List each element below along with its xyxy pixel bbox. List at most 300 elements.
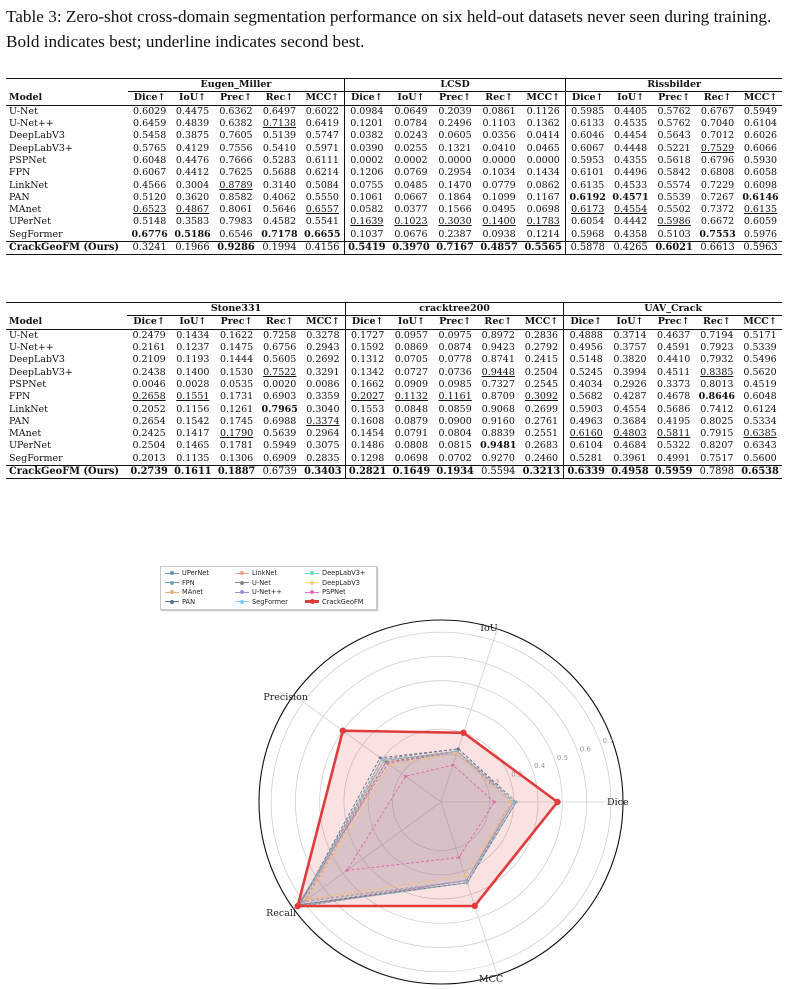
metric-value: 0.5605 <box>263 354 297 366</box>
metric-value: 0.0900 <box>438 415 472 427</box>
metric-value: 0.6111 <box>305 154 339 166</box>
legend-item <box>305 598 363 607</box>
dataset-header-row <box>6 303 782 316</box>
metric-value: 0.1161 <box>438 391 472 403</box>
metric-value: 0.1037 <box>344 229 389 242</box>
metric-value: 0.1444 <box>219 354 254 366</box>
legend-label: DeepLabV3 <box>322 578 360 587</box>
metric-value: 0.5953 <box>566 155 609 167</box>
metric-value: 0.7412 <box>700 403 734 415</box>
model-name: DeepLabV3+ <box>9 366 73 378</box>
metric-value: 0.7932 <box>700 354 734 366</box>
metric-value: 0.8061 <box>219 204 253 216</box>
metric-value: 0.0861 <box>482 105 516 117</box>
legend-label: FPN <box>182 578 195 587</box>
metric-header: Prec↑ <box>652 92 696 105</box>
ours-row <box>6 465 782 478</box>
metric-value: 0.4410 <box>657 354 691 366</box>
metric-value: 0.4034 <box>564 379 608 391</box>
metric-value: 0.2013 <box>132 452 166 464</box>
metric-value: 0.7923 <box>700 342 734 354</box>
axis-label: Dice <box>607 797 629 808</box>
metric-value: 0.1783 <box>526 216 560 228</box>
metric-value: 0.5618 <box>657 154 691 166</box>
metric-value: 0.2658 <box>132 391 166 403</box>
metric-value: 0.2761 <box>524 415 559 427</box>
metric-value: 0.0535 <box>219 378 254 390</box>
metric-value: 0.2739 <box>127 465 171 478</box>
table-row <box>6 440 782 452</box>
chart-legend <box>160 566 377 610</box>
table-row <box>6 204 782 216</box>
metric-value: 0.6135 <box>566 179 609 191</box>
metric-value: 0.6459 <box>133 118 167 130</box>
model-name: MAnet <box>9 204 42 216</box>
metric-value: 0.5594 <box>477 465 520 478</box>
metric-header: Rec↑ <box>258 92 301 105</box>
model-name: UPerNet <box>9 440 51 452</box>
metric-value: 0.3278 <box>306 329 340 341</box>
metric-value: 0.1608 <box>345 416 389 428</box>
metric-value: 0.0984 <box>344 105 389 118</box>
metric-value: 0.5949 <box>263 440 297 452</box>
metric-value: 0.1622 <box>219 329 254 341</box>
metric-value: 0.3140 <box>262 179 297 191</box>
metric-value: 0.2943 <box>306 342 340 354</box>
metric-value: 0.6538 <box>738 465 782 478</box>
metric-value: 0.6343 <box>743 440 777 452</box>
metric-value: 0.5574 <box>657 179 691 191</box>
metric-value: 0.1261 <box>219 403 254 415</box>
metric-value: 0.1454 <box>345 428 389 440</box>
metric-value: 0.3583 <box>175 216 210 228</box>
model-name: U-Net <box>9 329 38 341</box>
metric-value: 0.0410 <box>482 142 516 154</box>
metric-value: 0.0859 <box>438 403 472 415</box>
metric-value: 0.0975 <box>438 329 472 341</box>
metric-value: 0.1553 <box>345 403 389 415</box>
metric-value: 0.2460 <box>524 452 559 464</box>
metric-value: 0.5148 <box>133 216 167 228</box>
table-row <box>6 155 782 167</box>
metric-value: 0.0938 <box>482 228 516 240</box>
metric-value: 0.5550 <box>305 191 339 203</box>
metric-value: 0.1099 <box>482 191 516 203</box>
metric-header-row <box>6 316 782 329</box>
metric-value: 0.7012 <box>700 130 735 142</box>
table-row <box>6 391 782 403</box>
axis-label: MCC <box>478 974 504 985</box>
metric-value: 0.6146 <box>742 191 779 203</box>
metric-value: 0.6903 <box>263 391 297 403</box>
metric-value: 0.1542 <box>176 415 210 427</box>
metric-value: 0.0465 <box>526 142 560 154</box>
metric-value: 0.7965 <box>261 403 298 415</box>
metric-value: 0.0985 <box>438 378 472 390</box>
metric-value: 0.6546 <box>219 228 253 240</box>
metric-value: 0.6104 <box>564 440 608 452</box>
table-row <box>6 118 782 130</box>
table-row <box>6 428 782 440</box>
metric-value: 0.4857 <box>477 241 521 254</box>
metric-value: 0.3241 <box>128 241 171 254</box>
metric-value: 0.1237 <box>176 342 210 354</box>
series-line <box>298 731 558 906</box>
metric-value: 0.0390 <box>344 142 389 154</box>
metric-value: 0.0769 <box>394 167 428 179</box>
metric-value: 0.1994 <box>258 241 301 254</box>
metric-value: 0.1023 <box>394 216 428 228</box>
data-point <box>554 799 560 805</box>
metric-value: 0.4839 <box>175 118 210 130</box>
metric-value: 0.5968 <box>566 229 609 242</box>
metric-value: 0.1781 <box>219 440 254 452</box>
table-row <box>6 179 782 191</box>
legend-label: CrackGeoFM <box>322 597 364 606</box>
metric-value: 0.5171 <box>743 329 777 341</box>
metric-value: 0.2835 <box>306 452 340 464</box>
legend-label: MAnet <box>182 588 204 596</box>
metric-header: Dice↑ <box>127 316 171 329</box>
metric-value: 0.8025 <box>700 415 734 427</box>
metric-header: MCC↑ <box>739 92 782 105</box>
metric-value: 0.5765 <box>133 142 167 154</box>
metric-value: 0.5221 <box>657 142 691 154</box>
model-name: DeepLabV3+ <box>9 142 73 154</box>
metric-value: 0.6192 <box>566 192 609 204</box>
metric-value: 0.6988 <box>263 415 297 427</box>
metric-value: 0.8741 <box>481 354 515 366</box>
metric-value: 0.7517 <box>700 452 734 464</box>
metric-value: 0.8646 <box>698 391 735 403</box>
metric-value: 0.0848 <box>394 403 429 415</box>
metric-value: 0.7167 <box>433 241 477 254</box>
legend-label: UPerNet <box>182 569 209 577</box>
metric-value: 0.1864 <box>438 191 472 203</box>
metric-value: 0.6098 <box>743 179 778 191</box>
metric-header-row <box>6 92 782 105</box>
metric-value: 0.7605 <box>219 130 253 142</box>
metric-value: 0.0356 <box>482 130 516 142</box>
legend-item <box>165 588 203 597</box>
metric-value: 0.4533 <box>613 179 648 191</box>
dataset-name: Stone331 <box>127 303 345 316</box>
metric-value: 0.4442 <box>613 216 648 228</box>
metric-value: 0.0804 <box>438 428 472 440</box>
metric-value: 0.4454 <box>613 130 648 142</box>
metric-value: 0.0879 <box>394 415 429 427</box>
legend-swatch <box>305 582 319 583</box>
metric-value: 0.1193 <box>176 354 210 366</box>
metric-value: 0.6026 <box>743 130 778 142</box>
metric-value: 0.4554 <box>613 403 647 415</box>
metric-value: 0.3040 <box>306 403 340 415</box>
metric-value: 0.2161 <box>132 342 166 354</box>
table-row <box>6 229 782 242</box>
legend-label: SegFormer <box>252 597 288 606</box>
metric-value: 0.8972 <box>481 329 515 341</box>
metric-value: 0.6523 <box>133 204 167 216</box>
metric-value: 0.0784 <box>394 118 428 130</box>
metric-value: 0.2683 <box>524 440 559 452</box>
metric-value: 0.7372 <box>700 204 735 216</box>
metric-value: 0.5646 <box>262 204 297 216</box>
axis-label: Recall <box>266 908 296 919</box>
metric-value: 0.0698 <box>526 204 560 216</box>
metric-value: 0.6362 <box>219 105 253 117</box>
metric-value: 0.6385 <box>743 428 777 440</box>
blank-cell <box>6 79 128 92</box>
data-point <box>460 730 466 736</box>
metric-value: 0.2109 <box>132 354 166 366</box>
model-name: UPerNet <box>9 216 51 228</box>
metric-value: 0.6557 <box>305 204 339 216</box>
metric-value: 0.4554 <box>613 204 648 216</box>
results-table-2 <box>6 302 782 479</box>
metric-value: 0.8789 <box>219 179 253 191</box>
metric-value: 0.6135 <box>743 204 778 216</box>
metric-value: 0.2964 <box>306 428 340 440</box>
metric-value: 0.4265 <box>609 241 652 254</box>
model-name: CrackGeoFM (Ours) <box>6 465 127 478</box>
metric-value: 0.4156 <box>301 241 344 254</box>
metric-value: 0.0649 <box>394 105 428 117</box>
model-name: LinkNet <box>9 179 48 191</box>
legend-swatch <box>235 592 249 593</box>
metric-header: Rec↑ <box>258 316 301 329</box>
metric-value: 0.5103 <box>657 228 691 240</box>
metric-value: 0.9068 <box>481 403 515 415</box>
metric-header: Dice↑ <box>564 316 608 329</box>
metric-value: 0.5245 <box>564 366 608 378</box>
metric-header: Rec↑ <box>696 316 739 329</box>
metric-value: 0.0667 <box>394 191 428 203</box>
metric-value: 0.1126 <box>526 105 560 117</box>
table-row <box>6 167 782 179</box>
model-header: Model <box>6 92 128 105</box>
metric-value: 0.1306 <box>219 452 254 464</box>
legend-item <box>305 588 346 597</box>
metric-value: 0.6497 <box>262 105 297 117</box>
metric-value: 0.5334 <box>743 415 777 427</box>
metric-value: 0.5985 <box>566 105 609 118</box>
model-name: FPN <box>9 167 31 179</box>
metric-value: 0.2654 <box>132 415 166 427</box>
model-name: DeepLabV3 <box>9 354 65 366</box>
metric-value: 0.3994 <box>613 366 647 378</box>
metric-value: 0.3820 <box>613 354 647 366</box>
metric-value: 0.5148 <box>564 354 608 366</box>
metric-value: 0.6104 <box>743 118 778 130</box>
metric-value: 0.1321 <box>438 142 472 154</box>
metric-value: 0.2954 <box>438 167 472 179</box>
metric-value: 0.1167 <box>526 191 560 203</box>
model-name: PSPNet <box>9 378 47 390</box>
metric-value: 0.7178 <box>261 228 298 240</box>
metric-value: 0.2504 <box>524 366 559 378</box>
metric-value: 0.4888 <box>564 329 608 342</box>
metric-value: 0.5903 <box>564 403 608 415</box>
table-row <box>6 453 782 466</box>
metric-value: 0.1639 <box>344 216 389 228</box>
results-table-1 <box>6 78 782 255</box>
legend-swatch <box>235 582 249 583</box>
table-row <box>6 142 782 154</box>
metric-value: 0.4496 <box>613 167 648 179</box>
metric-value: 0.0000 <box>526 154 560 166</box>
metric-header: IoU↑ <box>390 316 434 329</box>
metric-value: 0.7898 <box>696 465 739 478</box>
metric-value: 0.2039 <box>438 105 472 117</box>
metric-value: 0.2027 <box>345 391 389 403</box>
metric-value: 0.4412 <box>175 167 210 179</box>
metric-value: 0.2792 <box>524 342 559 354</box>
metric-value: 0.6021 <box>652 241 696 254</box>
legend-item <box>235 569 277 578</box>
metric-header: Prec↑ <box>215 316 259 329</box>
metric-value: 0.1966 <box>171 241 214 254</box>
metric-value: 0.0605 <box>438 130 472 142</box>
metric-header: IoU↑ <box>609 92 652 105</box>
metric-value: 0.0582 <box>344 204 389 216</box>
metric-value: 0.5120 <box>133 191 167 203</box>
metric-value: 0.7040 <box>700 118 735 130</box>
table-row <box>6 342 782 354</box>
metric-value: 0.6756 <box>263 342 297 354</box>
metric-value: 0.5643 <box>657 130 691 142</box>
metric-value: 0.5419 <box>344 241 389 254</box>
metric-value: 0.4956 <box>564 342 608 354</box>
metric-value: 0.9286 <box>214 241 258 254</box>
metric-value: 0.0778 <box>438 354 472 366</box>
metric-value: 0.7553 <box>699 228 736 240</box>
metric-value: 0.0028 <box>176 378 210 390</box>
metric-value: 0.7267 <box>700 191 735 203</box>
metric-value: 0.6776 <box>131 228 168 240</box>
metric-value: 0.3291 <box>306 366 340 378</box>
metric-value: 0.0698 <box>394 452 429 464</box>
metric-value: 0.7258 <box>263 329 297 341</box>
metric-value: 0.3875 <box>175 130 210 142</box>
ours-row <box>6 241 782 254</box>
metric-value: 0.8385 <box>700 366 734 378</box>
legend-label: U-Net <box>252 578 271 587</box>
metric-value: 0.3961 <box>613 452 647 464</box>
metric-value: 0.1486 <box>345 440 389 452</box>
metric-value: 0.4195 <box>657 415 691 427</box>
metric-value: 0.6133 <box>566 118 609 130</box>
metric-header: Rec↑ <box>696 92 739 105</box>
data-point <box>340 727 346 733</box>
metric-value: 0.0727 <box>394 366 429 378</box>
metric-header: MCC↑ <box>521 92 566 105</box>
metric-header: Dice↑ <box>344 92 389 105</box>
metric-value: 0.5600 <box>743 452 777 464</box>
metric-value: 0.7666 <box>219 154 253 166</box>
legend-swatch <box>305 573 319 574</box>
legend-item <box>165 569 209 578</box>
metric-value: 0.1434 <box>176 329 210 341</box>
table-row <box>6 105 782 118</box>
metric-value: 0.2699 <box>524 403 559 415</box>
legend-swatch <box>235 601 249 602</box>
metric-value: 0.4355 <box>613 154 648 166</box>
metric-value: 0.6382 <box>219 118 253 130</box>
metric-value: 0.5986 <box>657 216 691 228</box>
metric-value: 0.1649 <box>390 465 434 478</box>
metric-value: 0.1312 <box>345 354 389 366</box>
metric-value: 0.1727 <box>345 329 389 342</box>
metric-value: 0.7625 <box>219 167 253 179</box>
metric-value: 0.1156 <box>176 403 210 415</box>
metric-value: 0.5811 <box>657 428 691 440</box>
metric-value: 0.0020 <box>263 378 297 390</box>
metric-value: 0.0705 <box>394 354 429 366</box>
metric-value: 0.1611 <box>171 465 215 478</box>
metric-value: 0.6909 <box>263 452 297 464</box>
metric-value: 0.7983 <box>219 216 253 228</box>
axis-label: Precision <box>263 692 308 703</box>
metric-header: IoU↑ <box>171 92 214 105</box>
metric-header: IoU↑ <box>608 316 652 329</box>
metric-value: 0.1135 <box>176 452 210 464</box>
dataset-name: UAV_Crack <box>564 303 782 316</box>
metric-value: 0.7138 <box>262 118 297 130</box>
metric-value: 0.4287 <box>613 391 647 403</box>
metric-value: 0.4448 <box>613 142 648 154</box>
radial-tick-label: 0.6 <box>579 745 591 754</box>
metric-value: 0.5878 <box>566 241 609 254</box>
metric-value: 0.1400 <box>482 216 516 228</box>
metric-value: 0.3374 <box>306 415 340 427</box>
metric-value: 0.5539 <box>657 191 691 203</box>
metric-value: 0.1887 <box>215 465 259 478</box>
metric-value: 0.5084 <box>305 179 339 191</box>
legend-label: PAN <box>182 597 195 606</box>
metric-value: 0.2821 <box>345 465 389 478</box>
metric-value: 0.6058 <box>743 167 778 179</box>
metric-value: 0.3030 <box>438 216 472 228</box>
metric-value: 0.6066 <box>743 142 778 154</box>
metric-value: 0.8839 <box>481 428 515 440</box>
legend-swatch <box>165 601 179 602</box>
model-name: PSPNet <box>9 154 47 166</box>
metric-value: 0.6160 <box>564 428 608 440</box>
metric-value: 0.0736 <box>438 366 472 378</box>
metric-value: 0.4958 <box>608 465 652 478</box>
metric-header: MCC↑ <box>301 92 344 105</box>
metric-value: 0.3092 <box>524 391 559 403</box>
metric-value: 0.4566 <box>133 179 167 191</box>
metric-value: 0.1551 <box>176 391 210 403</box>
metric-value: 0.0000 <box>482 154 516 166</box>
metric-value: 0.6124 <box>743 403 777 415</box>
radar-chart <box>0 560 789 989</box>
dataset-name: Rissbilder <box>566 79 782 92</box>
metric-value: 0.1342 <box>345 366 389 378</box>
metric-value: 0.0755 <box>344 179 389 191</box>
blank-cell <box>6 303 127 316</box>
metric-value: 0.3004 <box>175 179 210 191</box>
table-row <box>6 192 782 204</box>
metric-value: 0.2425 <box>132 428 166 440</box>
model-name: U-Net++ <box>9 118 54 130</box>
metric-value: 0.0255 <box>394 142 428 154</box>
table-row <box>6 216 782 228</box>
metric-value: 0.4535 <box>613 118 648 130</box>
metric-value: 0.2692 <box>306 354 340 366</box>
metric-value: 0.4678 <box>657 391 691 403</box>
